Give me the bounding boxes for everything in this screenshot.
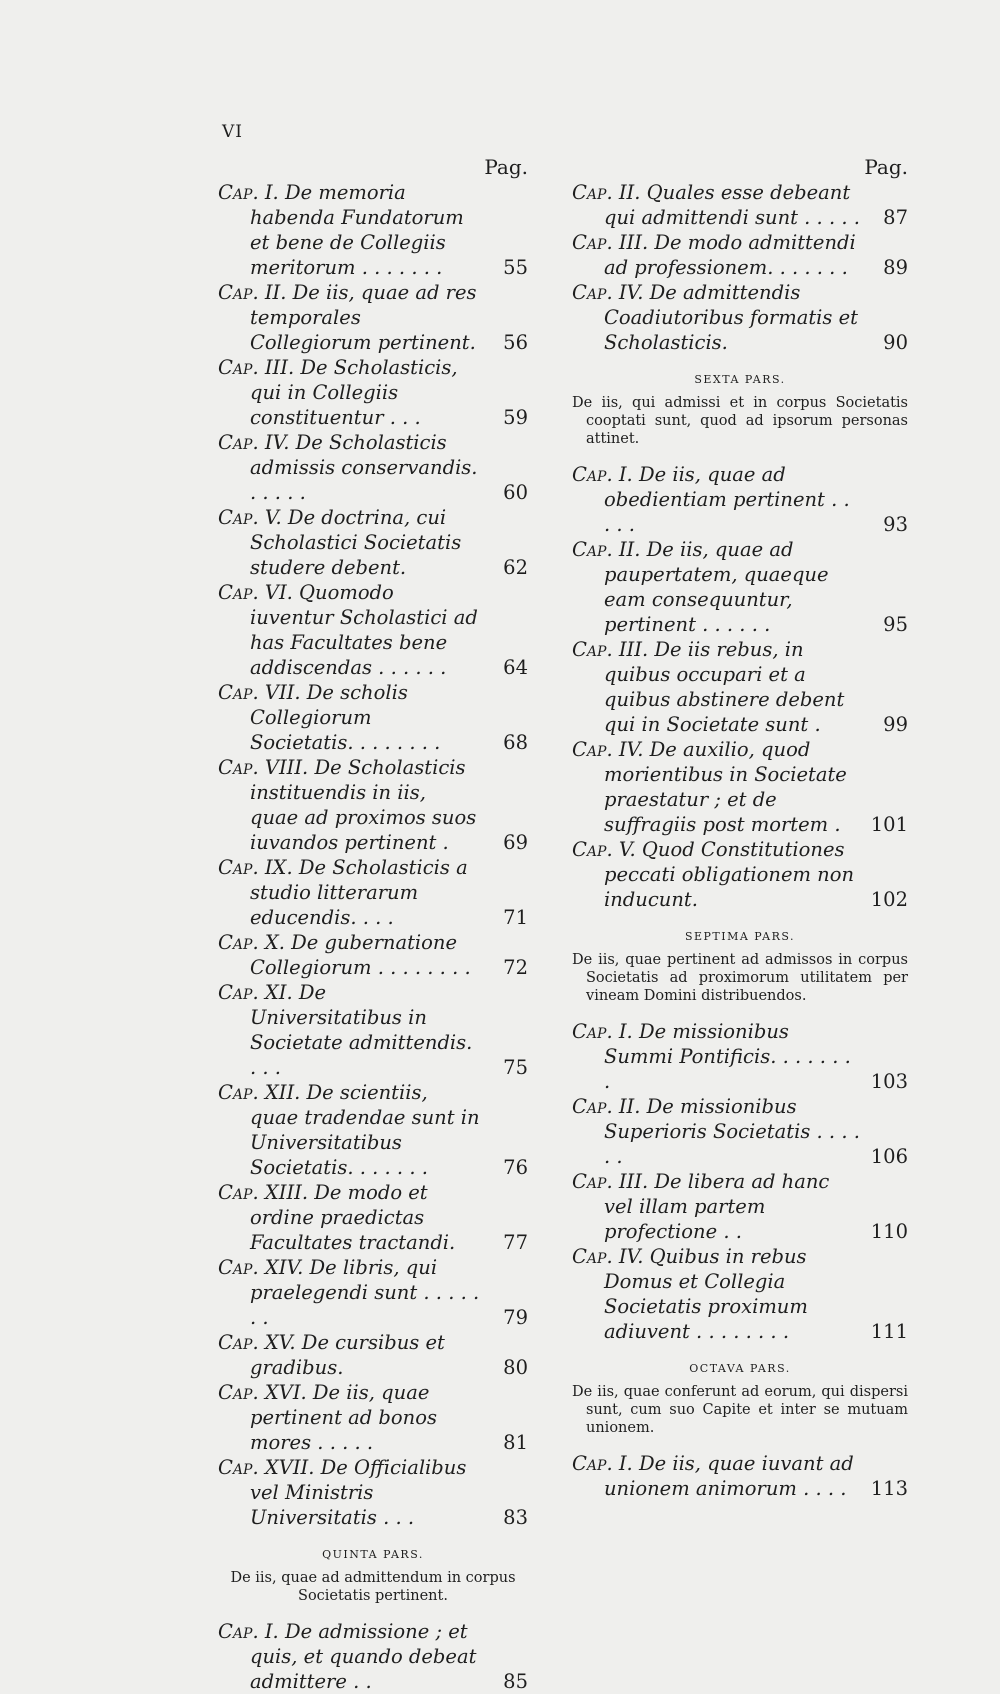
entry-text: II. De iis, quae ad paupertatem, quaeque eam consequuntur, pertinent . . . . . . [604, 538, 829, 636]
cap-label: Cap. [572, 838, 613, 861]
page-number: 103 [870, 1070, 908, 1093]
entry-text: XV. De cursibus et gradibus. [250, 1331, 445, 1379]
cap-label: Cap. [572, 281, 613, 304]
cap-label: Cap. [218, 856, 259, 879]
page-number: 93 [883, 513, 908, 536]
toc-entry [218, 1455, 528, 1530]
entry-title [218, 1255, 480, 1330]
entry-text: II. Quales esse debeant qui admittendi sunt . . . . . [604, 181, 860, 229]
entry-title [572, 637, 860, 737]
entry-title [218, 1330, 480, 1380]
entry-text: XIV. De libris, qui praelegendi sunt . . . . . . . [250, 1256, 480, 1329]
entry-title [218, 355, 480, 430]
entry-text: XII. De scientiis, quae tradendae sunt in Universitatibus Societatis. . . . . . . [250, 1081, 480, 1179]
cap-label: Cap. [572, 738, 613, 761]
entry-text: XVII. De Officialibus vel Ministris Universitatis . . . [250, 1456, 467, 1529]
entry-text: IV. De Scholasticis admissis conservandis. . . . . . [250, 431, 478, 504]
page-number: 60 [503, 481, 528, 504]
page-number: 101 [870, 813, 908, 836]
cap-label: Cap. [218, 581, 259, 604]
toc-column-right [572, 154, 908, 1501]
entry-text: XI. De Universitatibus in Societate admittendis. . . . [250, 981, 473, 1079]
toc-entry [572, 280, 908, 355]
cap-label: Cap. [218, 931, 259, 954]
entry-text: VIII. De Scholasticis instituendis in iis, quae ad proximos suos iuvandos pertinent . [250, 756, 477, 854]
page-number: 71 [503, 906, 528, 929]
entry-title [572, 737, 860, 837]
cap-label: Cap. [218, 431, 259, 454]
entry-title [218, 1380, 480, 1455]
cap-label: Cap. [572, 231, 613, 254]
entry-text: I. De memoria habenda Fundatorum et bene de Collegiis meritorum . . . . . . . [250, 181, 464, 279]
entry-text: I. De admissione ; et quis, et quando debeat admittere . . [250, 1620, 477, 1693]
page-number: 62 [503, 556, 528, 579]
section-summary: De iis, quae ad admittendum in corpus Societatis pertinent. [230, 1570, 516, 1604]
page-number: 110 [870, 1220, 908, 1243]
entry-text: III. De libera ad hanc vel illam partem profectione . . [604, 1170, 830, 1243]
cap-label: Cap. [218, 1456, 259, 1479]
entry-text: III. De modo admittendi ad professionem. . . . . . . [604, 231, 856, 279]
page-number: 83 [503, 1506, 528, 1529]
section-heading: QUINTA PARS. [322, 1548, 424, 1561]
toc-entry [572, 180, 908, 230]
cap-label: Cap. [572, 1245, 613, 1268]
cap-label: Cap. [572, 1020, 613, 1043]
page-number: 99 [883, 713, 908, 736]
page-number: 102 [870, 888, 908, 911]
cap-label: Cap. [218, 1381, 259, 1404]
toc-entry [572, 537, 908, 637]
toc-list [572, 1019, 908, 1344]
section-heading: OCTAVA PARS. [689, 1362, 791, 1375]
entry-title [572, 537, 860, 637]
entry-title [572, 1019, 860, 1094]
toc-entry [572, 1019, 908, 1094]
entry-title [572, 1094, 860, 1169]
entry-text: VII. De scholis Collegiorum Societatis. . . . . . . . [250, 681, 441, 754]
toc-entry [218, 430, 528, 505]
entry-text: I. De iis, quae ad obedientiam pertinent . . . . . [604, 463, 850, 536]
page-number: 89 [883, 256, 908, 279]
cap-label: Cap. [218, 281, 259, 304]
cap-label: Cap. [572, 638, 613, 661]
entry-text: I. De missionibus Summi Pontificis. . . . . . . . [604, 1020, 851, 1093]
toc-entry [218, 1330, 528, 1380]
entry-text: I. De iis, quae iuvant ad unionem animorum . . . . [604, 1452, 854, 1500]
entry-text: II. De missionibus Superioris Societatis . . . . . . [604, 1095, 860, 1168]
entry-title [572, 1451, 860, 1501]
toc-entry [572, 1244, 908, 1344]
entry-text: X. De gubernatione Collegiorum . . . . . . . . [250, 931, 471, 979]
entry-text: IX. De Scholasticis a studio litterarum educendis. . . . [250, 856, 468, 929]
entry-text: IV. De auxilio, quod morientibus in Societate praestatur ; et de suffragiis post mortem . [604, 738, 847, 836]
toc-list [572, 180, 908, 355]
cap-label: Cap. [218, 756, 259, 779]
toc-entry [218, 580, 528, 680]
page-number: 80 [503, 1356, 528, 1379]
entry-text: V. Quod Constitutiones peccati obligationem non inducunt. [604, 838, 855, 911]
entry-title [218, 580, 480, 680]
entry-text: VI. Quomodo iuventur Scholastici ad has Facultates bene addiscendas . . . . . . [250, 581, 478, 679]
cap-label: Cap. [218, 506, 259, 529]
toc-list [572, 1451, 908, 1501]
section-summary: De iis, quae conferunt ad eorum, qui dispersi sunt, cum suo Capite et inter se mutuam unionem. [572, 1384, 908, 1436]
section-heading: SEPTIMA PARS. [684, 930, 796, 943]
page-number: 90 [883, 331, 908, 354]
entry-title [572, 1169, 860, 1244]
toc-list [218, 180, 528, 1530]
toc-entry [218, 1180, 528, 1255]
entry-text: XIII. De modo et ordine praedictas Facultates tractandi. [250, 1181, 456, 1254]
cap-label: Cap. [572, 1170, 613, 1193]
entry-title [218, 505, 480, 580]
toc-entry [218, 1380, 528, 1455]
page-number: 77 [503, 1231, 528, 1254]
page-number: 75 [503, 1056, 528, 1079]
page-number: 76 [503, 1156, 528, 1179]
toc-column-left [218, 154, 528, 1694]
cap-label: Cap. [218, 1181, 259, 1204]
toc-list [572, 462, 908, 912]
page-number: 79 [503, 1306, 528, 1329]
entry-text: IV. Quibus in rebus Domus et Collegia Societatis proximum adiuvent . . . . . . . . [604, 1245, 808, 1343]
page-number: 72 [503, 956, 528, 979]
entry-text: II. De iis, quae ad res temporales Collegiorum pertinent. [250, 281, 477, 354]
cap-label: Cap. [218, 981, 259, 1004]
toc-list [218, 1619, 528, 1694]
entry-text: IV. De admittendis Coadiutoribus formatis et Scholasticis. [604, 281, 858, 354]
page-number: 68 [503, 731, 528, 754]
entry-title [572, 462, 860, 537]
toc-entry [218, 755, 528, 855]
entry-title [218, 930, 480, 980]
cap-label: Cap. [218, 1256, 259, 1279]
entry-title [218, 430, 480, 505]
entry-title [218, 755, 480, 855]
section-summary: De iis, qui admissi et in corpus Societatis cooptati sunt, quod ad ipsorum personas attinet. [572, 395, 908, 447]
cap-label: Cap. [572, 538, 613, 561]
entry-title [572, 280, 860, 355]
page-number: 106 [870, 1145, 908, 1168]
page-number: 55 [503, 256, 528, 279]
toc-entry [218, 930, 528, 980]
entry-title [218, 1080, 480, 1180]
page-number: 113 [870, 1477, 908, 1500]
entry-title [218, 980, 480, 1080]
toc-entry [572, 837, 908, 912]
toc-entry [572, 637, 908, 737]
page-number: 87 [883, 206, 908, 229]
page-number: 81 [503, 1431, 528, 1454]
entry-title [218, 180, 480, 280]
folio: VI [222, 122, 243, 142]
entry-title [218, 1180, 480, 1255]
toc-entry [218, 1619, 528, 1694]
cap-label: Cap. [572, 463, 613, 486]
entry-title [572, 1244, 860, 1344]
toc-entry [572, 1451, 908, 1501]
toc-entry [218, 505, 528, 580]
page-number: 95 [883, 613, 908, 636]
toc-entry [572, 737, 908, 837]
page-number: 56 [503, 331, 528, 354]
cap-label: Cap. [218, 1331, 259, 1354]
cap-label: Cap. [572, 1095, 613, 1118]
toc-entry [572, 462, 908, 537]
section-heading: SEXTA PARS. [694, 373, 786, 386]
entry-text: III. De iis rebus, in quibus occupari et a quibus abstinere debent qui in Societate sunt . [604, 638, 845, 736]
page-number: 111 [870, 1320, 908, 1343]
toc-entry [218, 355, 528, 430]
toc-entry [572, 1094, 908, 1169]
toc-entry [218, 1255, 528, 1330]
entry-text: XVI. De iis, quae pertinent ad bonos mores . . . . . [250, 1381, 437, 1454]
entry-text: III. De Scholasticis, qui in Collegiis constituentur . . . [250, 356, 458, 429]
cap-label: Cap. [572, 181, 613, 204]
toc-entry [218, 680, 528, 755]
entry-title [218, 1619, 480, 1694]
toc-entry [218, 280, 528, 355]
page-number: 85 [503, 1670, 528, 1693]
toc-entry [572, 230, 908, 280]
pag-header: Pag. [484, 155, 528, 179]
entry-title [572, 180, 860, 230]
toc-entry [218, 855, 528, 930]
entry-title [218, 680, 480, 755]
page-number: 69 [503, 831, 528, 854]
page-number: 64 [503, 656, 528, 679]
toc-entry [218, 1080, 528, 1180]
section-summary: De iis, quae pertinent ad admissos in corpus Societatis ad proximorum utilitatem per vineam Domini distribuendos. [572, 952, 908, 1004]
cap-label: Cap. [218, 681, 259, 704]
toc-entry [218, 180, 528, 280]
toc-entry [572, 1169, 908, 1244]
entry-title [218, 1455, 480, 1530]
cap-label: Cap. [218, 1081, 259, 1104]
toc-entry [218, 980, 528, 1080]
cap-label: Cap. [572, 1452, 613, 1475]
page-number: 59 [503, 406, 528, 429]
cap-label: Cap. [218, 1620, 259, 1643]
entry-title [218, 855, 480, 930]
entry-title [572, 230, 860, 280]
entry-text: V. De doctrina, cui Scholastici Societatis studere debent. [250, 506, 462, 579]
entry-title [218, 280, 480, 355]
cap-label: Cap. [218, 356, 259, 379]
pag-header: Pag. [864, 155, 908, 179]
entry-title [572, 837, 860, 912]
cap-label: Cap. [218, 181, 259, 204]
